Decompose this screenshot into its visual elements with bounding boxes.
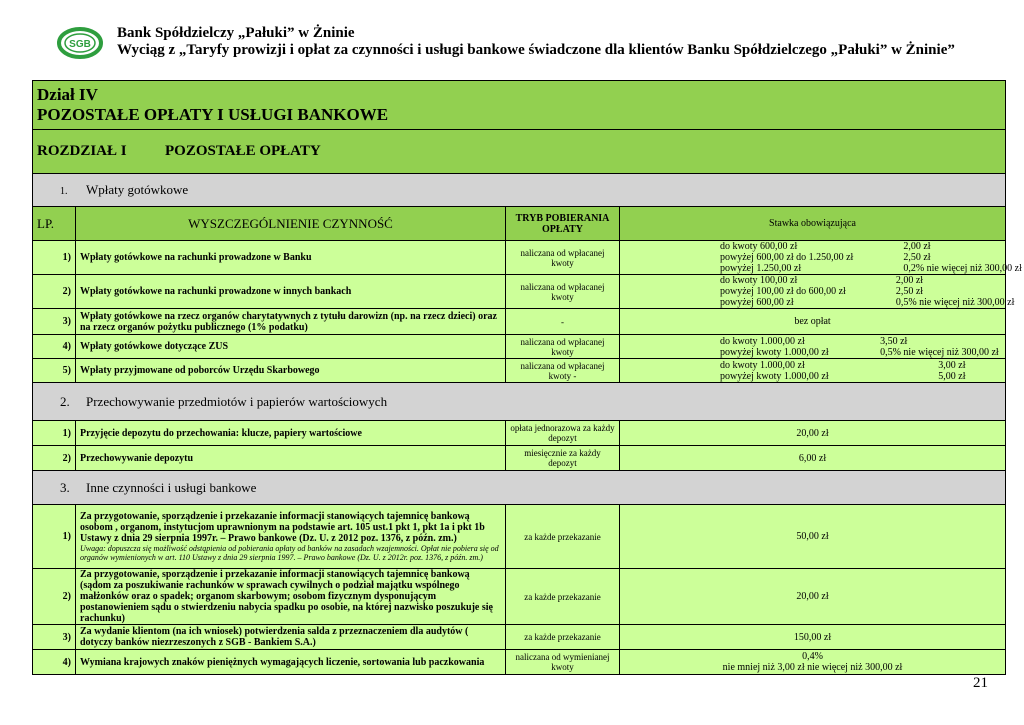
table-row: 1) Za przygotowanie, sporządzenie i przekazanie informacji stanowiących tajemnicę bankową osobom , organom, instytucjom uprawnionym na podstawie art. 105 ust.1 pkt 1, pkt 1a i pkt 1b Ustawy z dnia 29 sierpnia 1997r. – Prawo bankowe (Dz. U. z 2012 poz. 1376, z późn. zm.) Uwaga: dopuszcza się możliwość odstąpienia od pobierania opłaty od banków na zasadach wzajemności. Opłat nie pobiera się od organów wymienionych w art. 110 Ustawy z dnia 29 sierpnia 1997. – Prawo bankowe (Dz. U. z 2012r. poz. 1376, z późn. zm.) za każde przekazanie 50,00 zł bbox=[33, 505, 1006, 569]
table-row: 5) Wpłaty przyjmowane od poborców Urzędu Skarbowego naliczana od wpłacanej kwoty - do kwoty 1.000,00 zł 3,00 zł powyżej kwoty 1.000,00 zł 5,00 zł bbox=[33, 359, 1006, 383]
table-row: 2) Wpłaty gotówkowe na rachunki prowadzone w innych bankach naliczana od wpłacanej kwoty do kwoty 100,00 zł 2,00 zł powyżej 100,00 zł do 600,00 zł 2,50 zł powyżej 600,00 zł 0,5% nie więcej niż 300,00 zł bbox=[33, 275, 1006, 309]
section-header-3: 3. Inne czynności i usługi bankowe bbox=[33, 471, 1006, 505]
section-header-1: 1. Wpłaty gotówkowe bbox=[33, 174, 1006, 207]
col-lp: LP. bbox=[33, 207, 76, 241]
document-subtitle: Wyciąg z „Taryfy prowizji i opłat za czynności i usługi bankowe świadczone dla klientów Banku Spółdzielczego „Pałuki” w Żninie” bbox=[117, 42, 955, 58]
division-row bbox=[33, 81, 1006, 130]
page-number: 21 bbox=[973, 675, 988, 691]
bank-name: Bank Spółdzielczy „Pałuki” w Żninie bbox=[117, 25, 355, 41]
table-row: 1) Przyjęcie depozytu do przechowania: klucze, papiery wartościowe opłata jednorazowa za każdy depozyt 20,00 zł bbox=[33, 421, 1006, 446]
col-mode: TRYB POBIERANIA OPŁATY bbox=[506, 207, 620, 241]
division-title: Dział IV POZOSTAŁE OPŁATY I USŁUGI BANKOWE bbox=[33, 81, 1006, 130]
chapter-title: ROZDZIAŁ I POZOSTAŁE OPŁATY bbox=[33, 130, 1006, 174]
section-header-2: 2. Przechowywanie przedmiotów i papierów wartościowych bbox=[33, 383, 1006, 421]
table-row: 4) Wpłaty gotówkowe dotyczące ZUS naliczana od wpłacanej kwoty do kwoty 1.000,00 zł 3,50 zł powyżej kwoty 1.000,00 zł 0,5% nie więcej niż 300,00 zł bbox=[33, 335, 1006, 359]
chapter-row bbox=[33, 130, 1006, 174]
fees-table bbox=[32, 80, 1022, 675]
col-rate: Stawka obowiązująca bbox=[620, 207, 1006, 241]
table-row: 4) Wymiana krajowych znaków pieniężnych wymagających liczenie, sortowania lub paczkowania naliczana od wymienianej kwoty 0,4% nie mniej niż 3,00 zł nie więcej niż 300,00 zł bbox=[33, 650, 1006, 675]
sgb-logo-icon bbox=[57, 27, 103, 59]
svg-text:SGB: SGB bbox=[69, 39, 91, 50]
col-desc: WYSZCZEGÓLNIENIE CZYNNOŚĆ bbox=[76, 207, 506, 241]
table-row: 1) Wpłaty gotówkowe na rachunki prowadzone w Banku naliczana od wpłacanej kwoty do kwoty 600,00 zł 2,00 zł powyżej 600,00 zł do 1.250,00 zł 2,50 zł powyżej 1.250,00 zł 0,2% nie więcej niż 300,00 zł bbox=[33, 241, 1006, 275]
column-headers bbox=[33, 207, 1006, 241]
page-header bbox=[0, 0, 1024, 80]
table-row: 2) Przechowywanie depozytu miesięcznie za każdy depozyt 6,00 zł bbox=[33, 446, 1006, 471]
table-row: 3) Za wydanie klientom (na ich wniosek) potwierdzenia salda z przeznaczeniem dla audytów ( dotyczy banków niezrzeszonych z SGB - Bankiem S.A.) za każde przekazanie 150,00 zł bbox=[33, 625, 1006, 650]
table-row: 3) Wpłaty gotówkowe na rzecz organów charytatywnych z tytułu darowizn (np. na rzecz dzieci) oraz na rzecz organów pożytku publicznego (1% podatku) - bez opłat bbox=[33, 309, 1006, 335]
table-row: 2) Za przygotowanie, sporządzenie i przekazanie informacji stanowiących tajemnicę bankową (sądom za poszukiwanie rachunków w sprawach cywilnych o podział majątku wspólnego małżonków oraz o spadek; organom skarbowym; osobom fizycznym dysponującym postanowieniem sądu o stwierdzeniu nabycia spadku po osobie, na której nazwisko poszukuje się rachunku) za każde przekazanie 20,00 zł bbox=[33, 569, 1006, 625]
